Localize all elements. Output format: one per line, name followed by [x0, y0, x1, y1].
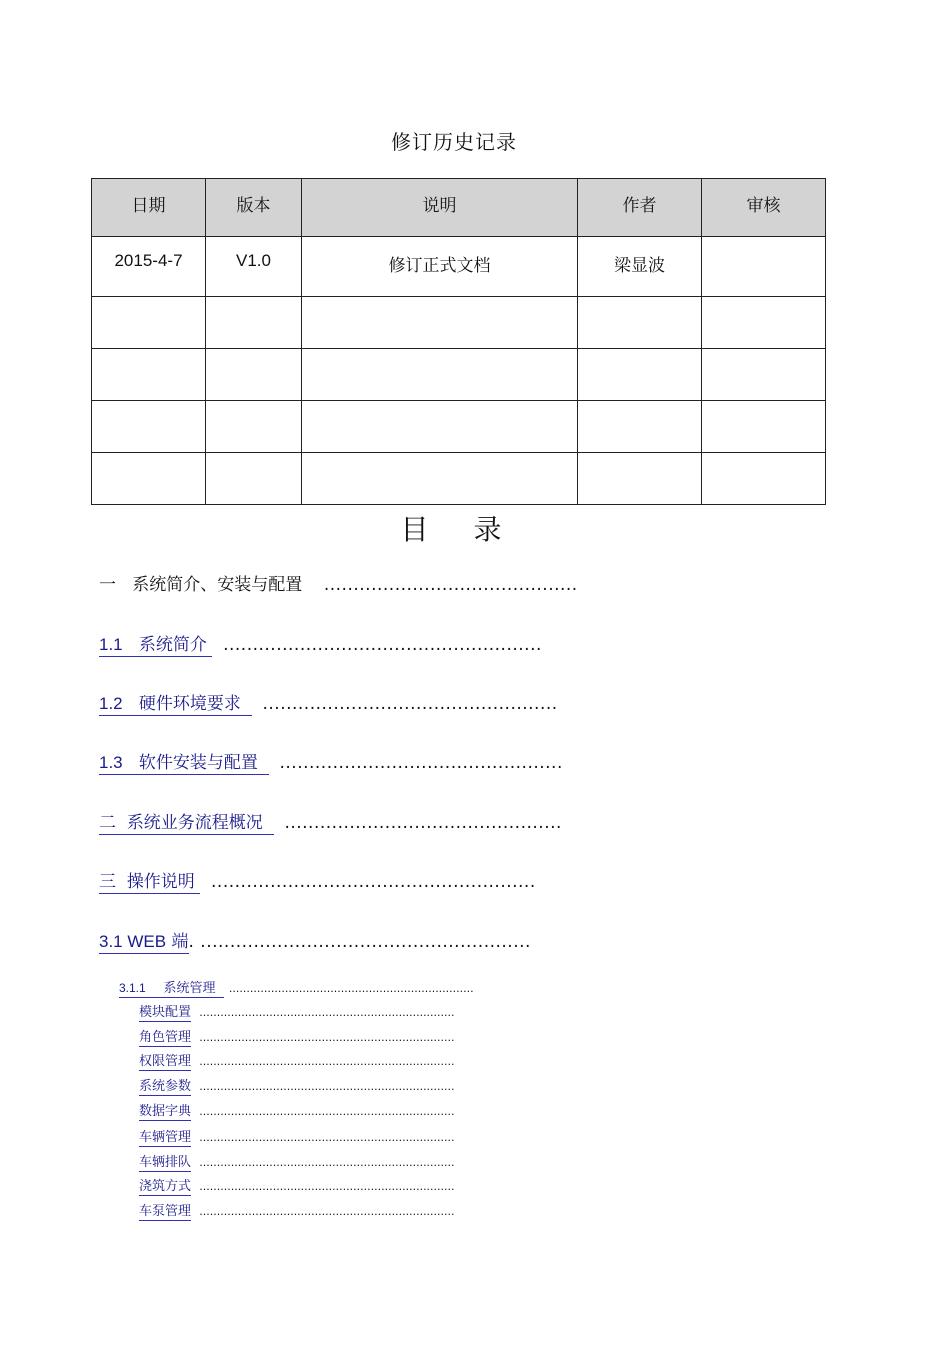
toc-entry-number: 1.1 — [99, 635, 123, 654]
toc-entry-label — [99, 872, 200, 894]
cell-version — [206, 349, 302, 401]
toc-entry-text: 浇筑方式 — [139, 1179, 192, 1194]
cell-date: 2015-4-7 — [92, 237, 206, 297]
toc-leader-dots: ......................................................................... — [199, 1180, 455, 1193]
toc-entry-label — [99, 753, 269, 775]
cell-date — [92, 401, 206, 453]
cell-date — [92, 297, 206, 349]
cell-author — [578, 401, 702, 453]
toc-entry-1-1[interactable] — [99, 634, 542, 656]
table-row — [92, 453, 826, 505]
toc-entry-module-config[interactable] — [139, 1004, 455, 1021]
toc-entry-label — [119, 980, 224, 998]
cell-version — [206, 401, 302, 453]
toc-title: 目 录 — [400, 513, 520, 546]
table-row — [92, 237, 826, 297]
toc-entry-text: 权限管理 — [139, 1054, 192, 1069]
header-version: 版本 — [206, 179, 302, 237]
toc-entry-1-2[interactable] — [99, 693, 558, 715]
toc-entry-text: 操作说明 — [126, 872, 195, 892]
table-header-row — [92, 179, 826, 237]
toc-entry-permission-management[interactable] — [139, 1053, 455, 1070]
table-row — [92, 349, 826, 401]
toc-entry-text: 系统简介、安装与配置 — [132, 575, 303, 595]
cell-reviewer — [702, 349, 826, 401]
toc-leader-dots: ......................................................................... — [199, 1105, 455, 1118]
header-author: 作者 — [578, 179, 702, 237]
toc-entry-vehicle-queue[interactable] — [139, 1154, 455, 1171]
toc-entry-text: 系统参数 — [139, 1079, 192, 1094]
toc-entry-vehicle-management[interactable] — [139, 1129, 455, 1146]
header-date: 日期 — [92, 179, 206, 237]
cell-date — [92, 349, 206, 401]
toc-entry-number: 一 — [99, 575, 116, 595]
toc-leader-dots: .................................................. — [262, 694, 558, 714]
cell-version — [206, 453, 302, 505]
cell-reviewer — [702, 297, 826, 349]
toc-leader-dots: ......................................................................... — [199, 1006, 455, 1019]
toc-entry-text: 数据字典 — [139, 1104, 192, 1119]
toc-entry-label — [99, 575, 302, 595]
cell-reviewer — [702, 453, 826, 505]
toc-entry-text: 车辆管理 — [139, 1130, 192, 1145]
toc-entry-number: 三 — [99, 872, 116, 892]
toc-entry-text: 系统业务流程概况 — [126, 813, 263, 833]
toc-leader-dots: ......................................................................... — [199, 1156, 455, 1169]
cell-version: V1.0 — [206, 237, 302, 297]
toc-entry-text: 角色管理 — [139, 1030, 192, 1045]
toc-entry-text: 硬件环境要求 — [138, 694, 241, 714]
toc-leader-dots: ................................................ — [279, 753, 563, 773]
toc-entry-label — [99, 694, 252, 716]
toc-entry-data-dictionary[interactable] — [139, 1103, 455, 1120]
toc-entry-number: 二 — [99, 813, 116, 833]
toc-entry-role-management[interactable] — [139, 1029, 455, 1046]
toc-leader-dots: ......................................................................... — [199, 1131, 455, 1144]
toc-entry-number: 1.3 — [99, 753, 123, 772]
toc-entry-label — [99, 635, 212, 657]
cell-version — [206, 297, 302, 349]
toc-entry-chapter-1[interactable] — [99, 574, 578, 596]
toc-leader-dots: . ........................................................ — [188, 932, 531, 952]
toc-entry-text: 系统简介 — [138, 635, 207, 655]
toc-entry-chapter-2[interactable] — [99, 812, 562, 834]
toc-leader-dots: ......................................................................... — [199, 1055, 455, 1068]
toc-leader-dots: ......................................................................... — [199, 1031, 455, 1044]
toc-leader-dots: ......................................................................... — [199, 1205, 455, 1218]
toc-entry-1-3[interactable] — [99, 752, 563, 774]
cell-date — [92, 453, 206, 505]
toc-entry-text: 软件安装与配置 — [138, 753, 258, 773]
toc-entry-text: 车辆排队 — [139, 1155, 192, 1170]
toc-leader-dots: ....................................................... — [211, 872, 536, 892]
table-row — [92, 297, 826, 349]
toc-entry-pump-truck-management[interactable] — [139, 1203, 455, 1220]
header-description: 说明 — [302, 179, 578, 237]
toc-leader-dots: ............................................... — [284, 813, 562, 833]
toc-entry-number: 3.1.1 — [119, 981, 146, 995]
toc-entry-3-1-1[interactable] — [119, 979, 474, 998]
revision-history-table — [91, 178, 826, 505]
toc-entry-number: 1.2 — [99, 694, 123, 713]
toc-entry-text: 端 — [171, 932, 189, 952]
toc-entry-number: 3.1 WEB — [99, 932, 167, 951]
toc-leader-dots: ......................................................................... — [199, 1080, 455, 1093]
toc-entry-system-parameters[interactable] — [139, 1078, 455, 1095]
toc-leader-dots: ...................................................... — [223, 635, 542, 655]
toc-leader-dots: ...................................................................... — [228, 982, 474, 995]
toc-entry-text: 系统管理 — [163, 981, 216, 996]
cell-description — [302, 297, 578, 349]
cell-reviewer — [702, 401, 826, 453]
toc-entry-chapter-3[interactable] — [99, 871, 536, 893]
toc-entry-text: 车泵管理 — [139, 1204, 192, 1219]
toc-entry-3-1[interactable] — [99, 931, 531, 953]
toc-entry-label — [99, 813, 274, 835]
cell-description — [302, 453, 578, 505]
toc-entry-label — [99, 932, 189, 954]
cell-author — [578, 349, 702, 401]
cell-reviewer — [702, 237, 826, 297]
cell-author — [578, 297, 702, 349]
cell-description — [302, 401, 578, 453]
table-row — [92, 401, 826, 453]
toc-entry-pouring-method[interactable] — [139, 1178, 455, 1195]
toc-leader-dots: ........................................... — [323, 575, 578, 595]
header-reviewer: 审核 — [702, 179, 826, 237]
cell-description — [302, 349, 578, 401]
cell-description: 修订正式文档 — [302, 237, 578, 297]
toc-entry-text: 模块配置 — [139, 1005, 192, 1020]
revision-history-title: 修订历史记录 — [391, 130, 517, 154]
cell-author: 梁显波 — [578, 237, 702, 297]
cell-author — [578, 453, 702, 505]
